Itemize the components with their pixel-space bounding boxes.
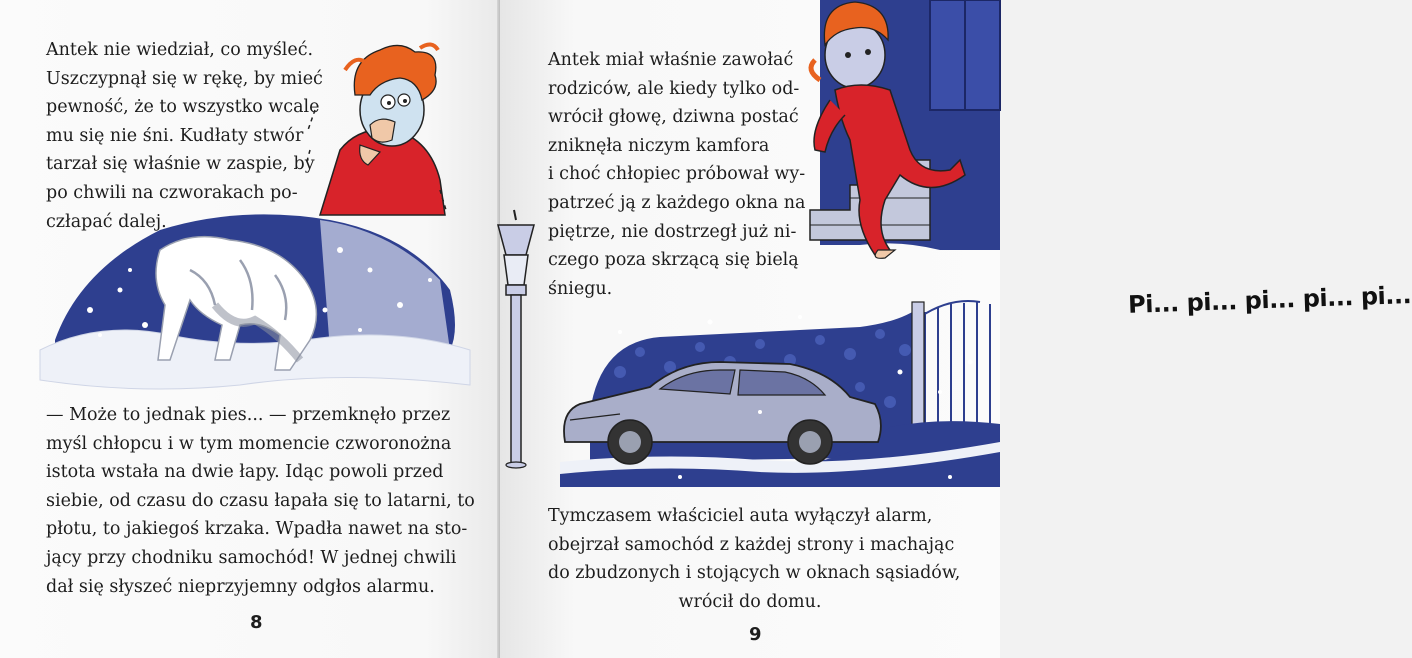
text-line: Antek miał właśnie zawołać xyxy=(548,50,794,70)
text-line: Uszczypnął się w rękę, by mieć xyxy=(46,68,323,89)
text-line: piętrze, nie dostrzegł już ni- xyxy=(548,221,797,242)
boy-worried-illustration xyxy=(300,40,450,215)
text-line: pewność, że to wszystko wcale xyxy=(46,97,320,118)
text-line: wrócił głowę, dziwna postać xyxy=(548,107,799,128)
text-line: płotu, to jakiegoś krzaka. Wpadła nawet na sto- xyxy=(46,519,468,540)
text-line: istota wstała na dwie łapy. Idąc powoli przed xyxy=(46,462,444,483)
left-paragraph-1 xyxy=(46,36,323,236)
text-line: śniegu. xyxy=(548,278,613,299)
text-line: mu się nie śni. Kudłaty stwór xyxy=(46,125,304,146)
text-line: wrócił do domu. xyxy=(678,591,822,612)
page-number-left: 8 xyxy=(250,612,263,633)
text-line: czego poza skrzącą się bielą xyxy=(548,250,799,271)
street-lamp-illustration xyxy=(486,210,546,470)
text-line: rodziców, ale kiedy tylko od- xyxy=(548,78,800,99)
right-paragraph-1 xyxy=(548,46,806,303)
text-line: myśl chłopcu i w tym momencie czworonożna xyxy=(46,433,452,454)
page-number-right: 9 xyxy=(749,624,762,645)
text-line: jący przy chodniku samochód! W jednej chwili xyxy=(46,547,457,568)
right-paragraph-2 xyxy=(548,502,961,616)
text-line: — Może to jednak pies... — przemknęło przez xyxy=(46,405,451,425)
text-line: do zbudzonych i stojących w oknach sąsiadów, xyxy=(548,563,961,584)
boy-running-illustration xyxy=(800,0,1000,260)
text-line: zniknęła niczym kamfora xyxy=(548,135,770,156)
text-line: Antek nie wiedział, co myśleć. xyxy=(46,40,314,60)
text-line: dał się słyszeć nieprzyjemny odgłos alarmu. xyxy=(46,576,435,597)
text-line: tarzał się właśnie w zaspie, by xyxy=(46,154,315,175)
alarm-sound-effect: Pi... pi... pi... pi... pi... xyxy=(1127,281,1412,319)
text-line: obejrzał samochód z każdej strony i machając xyxy=(548,534,955,555)
text-line: po chwili na czworakach po- xyxy=(46,182,298,203)
text-line: i choć chłopiec próbował wy- xyxy=(548,164,806,185)
car-alarm-illustration xyxy=(560,292,1000,492)
text-line: człapać dalej. xyxy=(46,211,167,232)
text-line: siebie, od czasu do czasu łapała się to latarni, to xyxy=(46,490,475,511)
text-line: Tymczasem właściciel auta wyłączył alarm, xyxy=(548,506,933,526)
right-page xyxy=(500,0,1412,658)
snow-creature-illustration xyxy=(40,210,470,400)
left-page xyxy=(0,0,500,658)
left-paragraph-2 xyxy=(46,401,475,601)
text-line: patrzeć ją z każdego okna na xyxy=(548,192,806,213)
